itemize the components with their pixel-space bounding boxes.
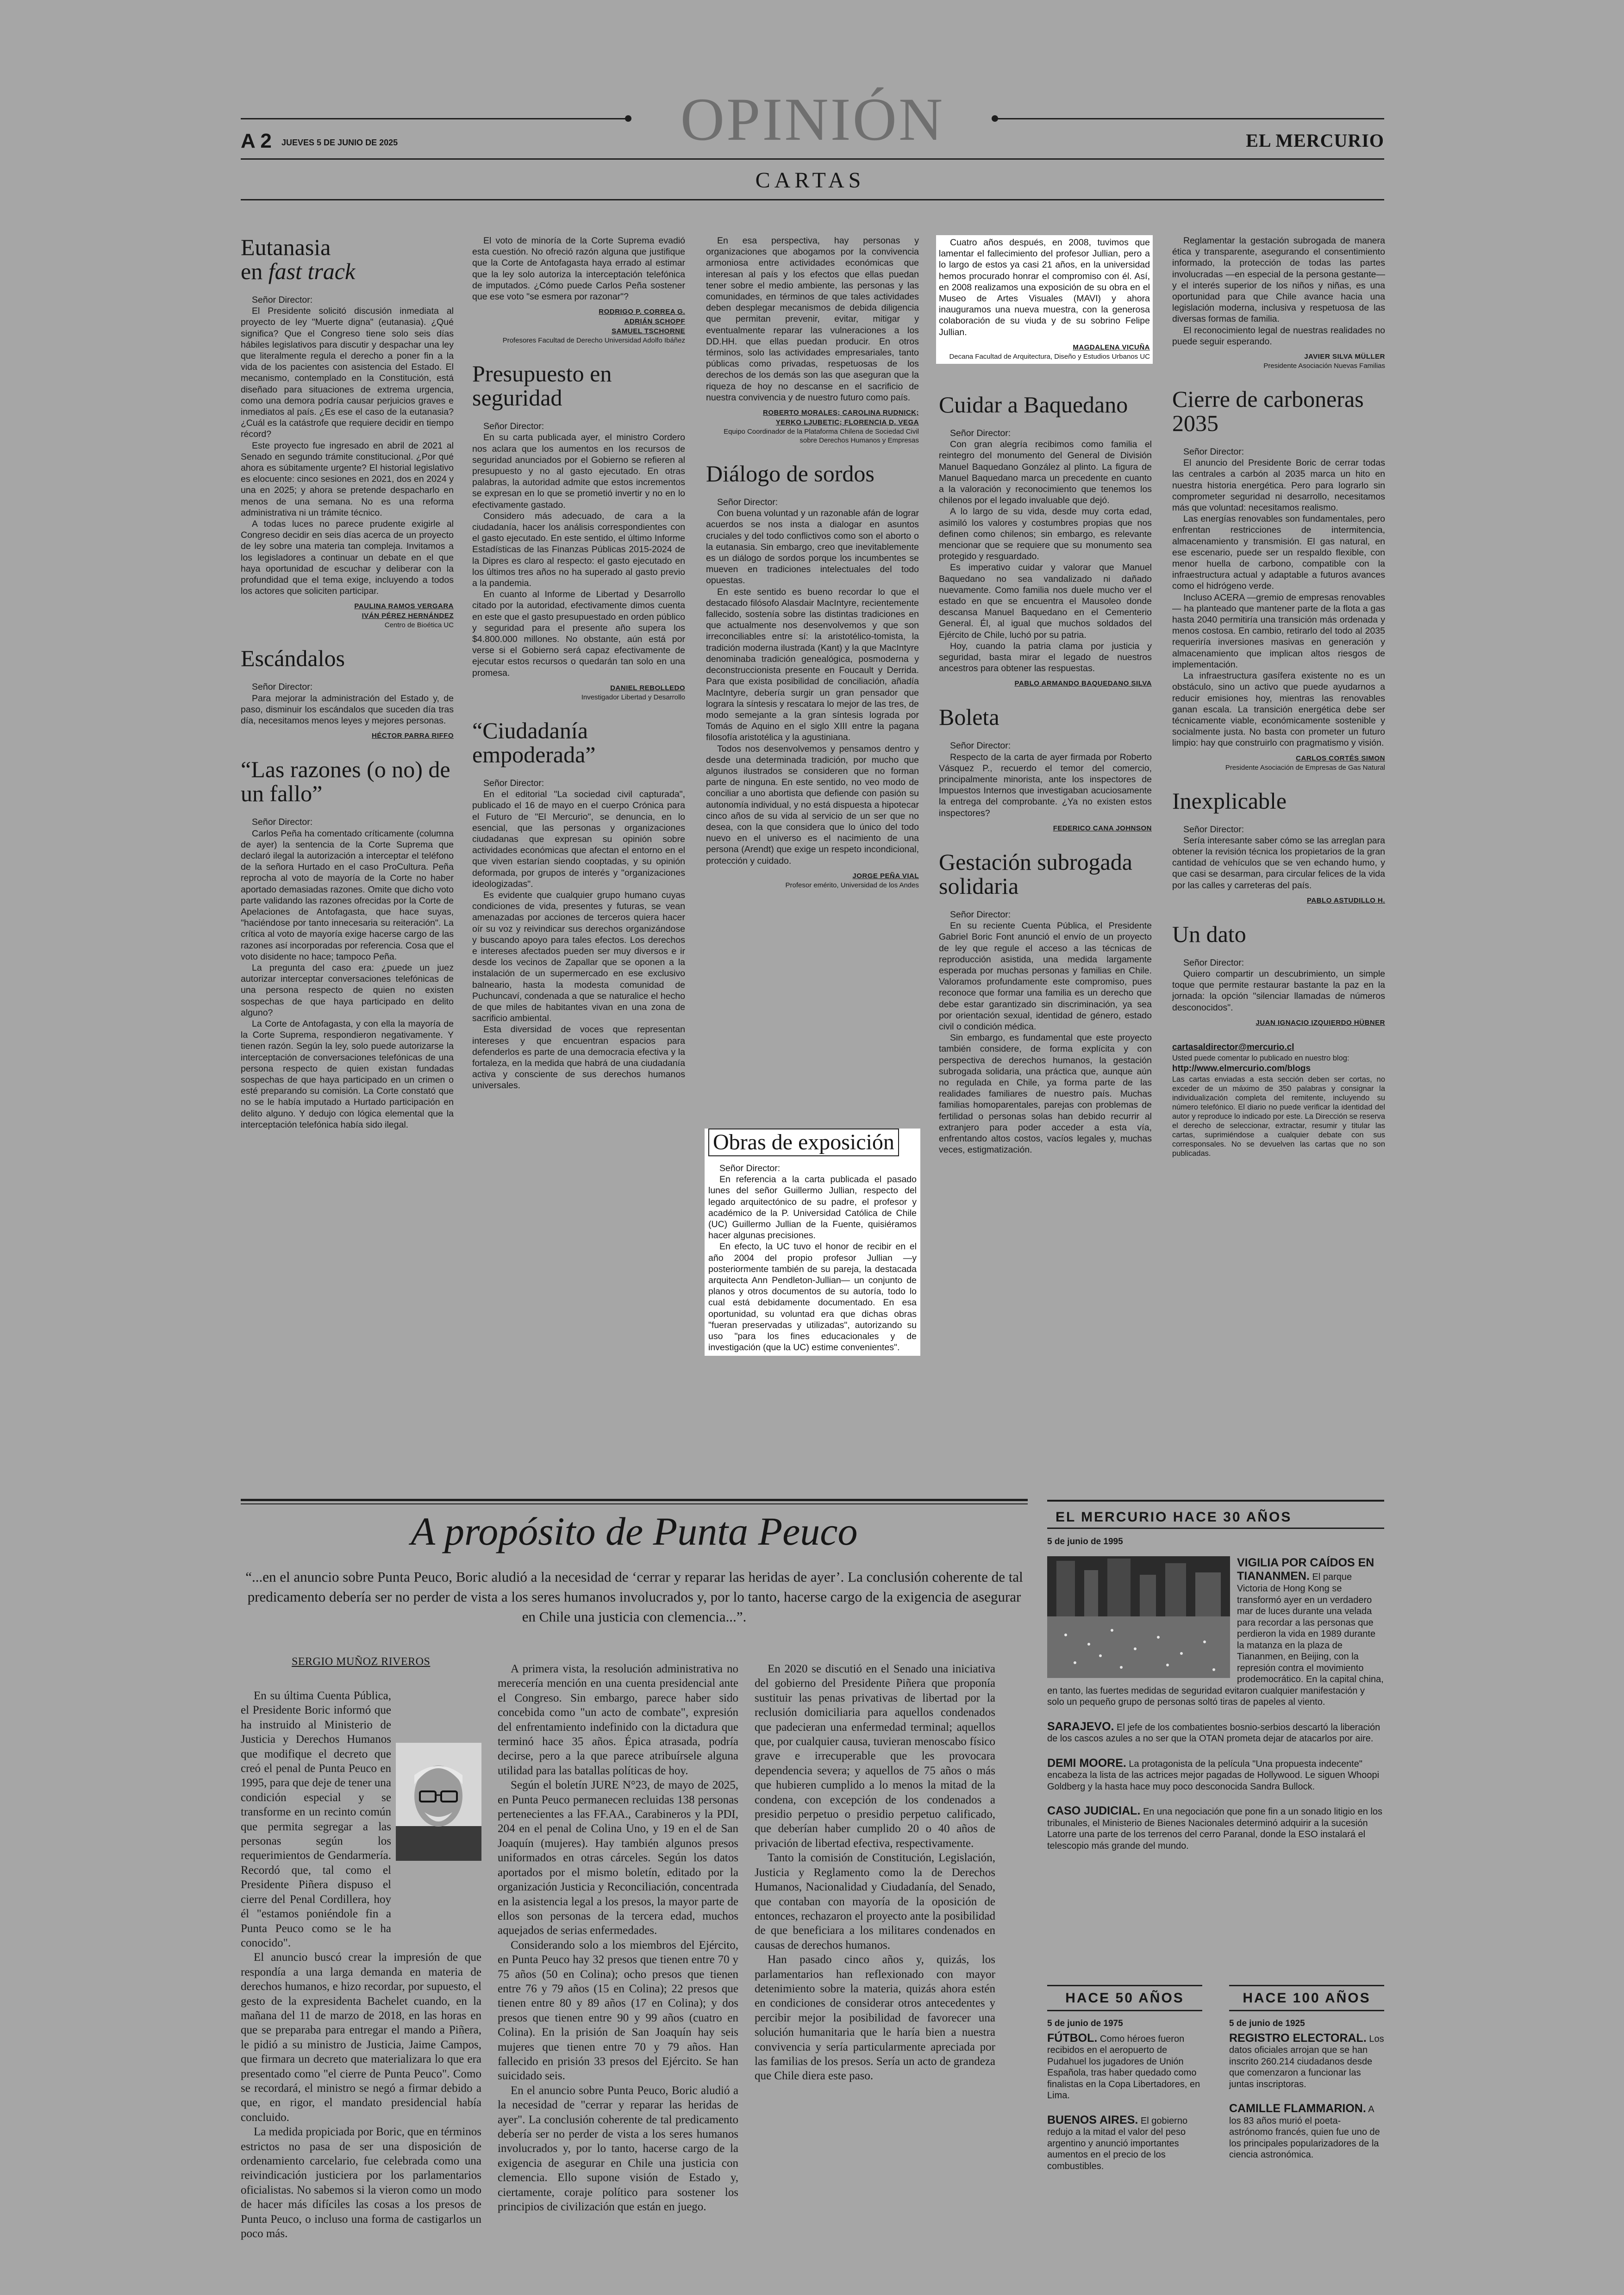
letter-signature: JORGE PEÑA VIAL bbox=[852, 872, 919, 880]
column-author: SERGIO MUÑOZ RIVEROS bbox=[292, 1656, 431, 1668]
history-100-header: HACE 100 AÑOS bbox=[1229, 1987, 1384, 2011]
letter-title-baquedano: Cuidar a Baquedano bbox=[939, 392, 1128, 418]
history-50-text bbox=[1047, 2018, 1202, 2185]
letter-body: En el editorial "La sociedad civil capturada", publicado el 16 de mayo en el cuerpo Crónica para el Futuro de "El Mercurio", se denuncia, en lo esencial, que las personas y organizaciones ciudadanas que expresan su opinión sobre actividades económicas que afectan el entorno en el que viven estarían siendo cooptadas, y su opinión deformada, por grupos de interés y "organizaciones ideologizadas". bbox=[472, 789, 685, 889]
letter-affiliation: Centro de Bioética UC bbox=[384, 621, 454, 630]
letter-signature: SAMUEL TSCHORNE bbox=[612, 327, 685, 336]
letters-column-4 bbox=[939, 393, 1152, 1155]
column-pull-quote: “...en el anuncio sobre Punta Peuco, Boric aludió a la necesidad de ‘cerrar y reparar las heridas de ayer’. La conclusión coherente de tal predicamento debería ser no perder de vista a los seres humanos involucrados y, por lo tanto, hacerse cargo de la exigencia de asegurar en Chile una justicia con clemencia...”. bbox=[245, 1569, 1023, 1625]
history-item-text: El parque Victoria de Hong Kong se transformó ayer en un verdadero mar de luces durante una velada para recordar a las personas que perdieron la vida en 1989 durante la matanza en la plaza de Tiananmen, en Beijing, con la represión contra el movimiento prodemocrático. En la capital china, en tanto, las fuertes medidas de seguridad evitaron cualquier manifestación y solo un pequeño grupo de personas soltó tiras de papeles al viento. bbox=[1047, 1572, 1384, 1707]
history-item bbox=[1047, 1721, 1384, 1745]
history-30-text bbox=[1047, 1556, 1384, 1865]
letter-title-inexplicable: Inexplicable bbox=[1172, 787, 1287, 814]
letter-body: Sería interesante saber cómo se las arreglan para obtener la revisión técnica los propietarios de la gran cantidad de vehículos que se ven echando humo, y que casi se desarman, para circular felices de la vida por las calles y carreteras del país. bbox=[1172, 835, 1385, 891]
letter-body: Es imperativo cuidar y valorar que Manuel Baquedano no sea vandalizado ni dañado nuevamente. Como familia nos duele mucho ver el estado en que se encuentra el Mausoleo donde descansa Manuel Baquedano en el Cementerio General. Él, al igual que muchos soldados del Ejército de Chile, luchó por su patria. bbox=[939, 562, 1152, 640]
letter-body: En esa perspectiva, hay personas y organizaciones que abogamos por la convivencia armoniosa entre actividades económicas que interesan al país y los efectos que ellas puedan tener sobre el medio ambiente, las personas y las comunidades, en términos de que tales actividades deben desplegar mecanismos de debida diligencia que permitan prevenir, evitar, mitigar y eventualmente reparar las vulneraciones a los DD.HH. que ellas puedan producir. En otros términos, solo las actividades empresariales, tanto públicas como privadas, respetuosas de los derechos de los demás son las que aseguran que la riqueza de hoy no descanse en el sacrificio de nuestra convivencia y de nuestro futuro como país. bbox=[706, 236, 919, 403]
letter-body: Es evidente que cualquier grupo humano cuyas condiciones de vida, presentes y futuras, se vean amenazadas por acciones de terceros quiera hacer oír su voz y reivindicar sus derechos organizándose y buscando apoyo para tales efectos. Los derechos e intereses afectados pueden ser muy diversos e ir desde los vecinos de Zapallar que se oponen a la instalación de un supermercado en ese exclusivo balneario, hasta la modesta comunidad de Puchuncaví, condenada a que se naturalice el hecho de que miles de habitantes vivan en una zona de sacrificio ambiental. bbox=[472, 890, 685, 1024]
letter-affiliation: Presidente Asociación de Empresas de Gas Natural bbox=[1225, 763, 1385, 772]
column-text-3 bbox=[755, 1662, 995, 2083]
history-item-text: Los datos oficiales arrojan que se han inscrito 260.214 ciudadanos desde que comenzaron a funcionar las juntas inscriptoras. bbox=[1229, 2033, 1384, 2089]
salutation: Señor Director: bbox=[719, 1163, 781, 1173]
history-item-title: SARAJEVO. bbox=[1047, 1720, 1114, 1733]
history-item bbox=[1047, 1805, 1384, 1852]
highlighted-letter-obras bbox=[705, 1129, 920, 1356]
letters-column-3 bbox=[706, 235, 919, 890]
salutation: Señor Director: bbox=[717, 497, 778, 508]
section-divider bbox=[241, 1499, 1028, 1501]
subsection-title: CARTAS bbox=[755, 168, 865, 193]
contact-rules: Las cartas enviadas a esta sección deben ser cortas, no exceder de un máximo de 350 palabras y consignar la individualización completa del remitente, incluyendo su número telefónico. El diario no puede verificar la identidad del autor y reproduce lo indicado por este. La Dirección se reserva el derecho de seleccionar, extractar, resumir y titular las cartas, suprimiéndose a cualquier debate con sus corresponsales. No se devuelven las cartas que no son publicadas. bbox=[1172, 1075, 1385, 1158]
history-item bbox=[1047, 2114, 1202, 2172]
history-30-header: EL MERCURIO HACE 30 AÑOS bbox=[1047, 1506, 1384, 1529]
letter-body: El anuncio del Presidente Boric de cerrar todas las centrales a carbón al 2035 marca un hito en nuestra historia energética. Pero para lograrlo sin comprometer seguridad ni desarrollo, necesitamos más que voluntad: necesitamos realismo. bbox=[1172, 458, 1385, 513]
salutation: Señor Director: bbox=[950, 741, 1011, 751]
letter-body: La infraestructura gasífera existente no es un obstáculo, sino un activo que puede ayudarnos a reducir emisiones hoy, mientras las renovables ganan escala. La transición energética debe ser técnicamente viable, económicamente sostenible y socialmente justa. No basta con prometer un futuro limpio: hay que construirlo con pragmatismo y visión. bbox=[1172, 671, 1385, 748]
letter-signature: CARLOS CORTÉS SIMON bbox=[1296, 754, 1385, 762]
letter-signature: PABLO ARMANDO BAQUEDANO SILVA bbox=[1014, 680, 1152, 688]
letter-body: Quiero compartir un descubrimiento, un simple toque que permite restaurar bastante la paz en la jornada: la opción "silenciar llamadas de números desconocidos". bbox=[1172, 968, 1385, 1013]
column-paragraph: En el anuncio sobre Punta Peuco, Boric aludió a la necesidad de "cerrar y reparar las heridas de ayer". La conclusión coherente de tal predicamento debería ser no perder de vista a los seres humanos involucrados y, por lo tanto, hacerse cargo de la exigencia de asegurar en Chile una justicia con clemencia. Ello supone visión de Estado y, ciertamente, coraje político para sostener los principios de civilización que están en juego. bbox=[498, 2084, 738, 2214]
letter-body: La pregunta del caso era: ¿puede un juez autorizar interceptar conversaciones telefónicas de una persona respecto de quien no existen sospechas de que haya participado en delito alguno? bbox=[241, 962, 454, 1018]
letter-title-razones: “Las razones (o no) de un fallo” bbox=[241, 756, 450, 807]
salutation: Señor Director: bbox=[252, 295, 313, 305]
letter-affiliation: Presidente Asociación Nuevas Familias bbox=[1263, 362, 1385, 370]
letter-body: La Corte de Antofagasta, y con ella la mayoría de la Corte Suprema, respondieron negativamente. Y tienen razón. Según la ley, solo puede autorizarse la interceptación de conversaciones telefónicas de una persona respecto de quien existan fundadas sospechas de que haya participado en un crimen o esté preparando su comisión. La Corte constató que no se le había imputado a Hurtado participación en delito alguno. Y dedujo con lógica elemental que la interceptación telefónica había sido ilegal. bbox=[241, 1018, 454, 1130]
history-50-header: HACE 50 AÑOS bbox=[1047, 1987, 1202, 2011]
column-paragraph: Tanto la comisión de Constitución, Legislación, Justicia y Reglamento como la de Derechos Humanos, Nacionalidad y Ciudadanía, del Senado, que contaban con mayoría de la oposición de entonces, rechazaron el proyecto ante la posibilidad de que beneficiara a los militares condenados en causas de derechos humanos. bbox=[755, 1852, 995, 1952]
letter-body: Con gran alegría recibimos como familia el reintegro del monumento del General de División Manuel Baquedano González al plinto. La figura de Manuel Baquedano marca un precedente en cuanto a la valoración y reconocimiento que tenemos los chilenos por el legado invaluable que dejó. bbox=[939, 439, 1152, 506]
letter-body: Este proyecto fue ingresado en abril de 2021 al Senado en segundo trámite constitucional. ¿Por qué ahora es súbitamente urgente? El historial legislativo es elocuente: cinco sesiones en 2021, dos en 2024 y una en 2025; y ahora se pretende despacharlo en menos de una semana. No es una reforma administrativa ni un trámite técnico. bbox=[241, 440, 454, 518]
header-rule-main bbox=[241, 158, 1384, 160]
letter-body: Las energías renovables son fundamentales, pero enfrentan restricciones de intermitencia, almacenamiento y transmisión. El gas natural, en ese escenario, puede ser un respaldo flexible, con menor huella de carbono, compatible con la infraestructura actual y adaptable a futuros avances como el hidrógeno verde. bbox=[1172, 514, 1385, 592]
letter-body: El Presidente solicitó discusión inmediata al proyecto de ley "Muerte digna" (eutanasia). ¿Qué significa? Que el Congreso tiene solo seis días hábiles legislativos para discutir y despachar una ley que literalmente regula el derecho a poner fin a la vida de los pacientes con asistencia del Estado. El mecanismo, contemplado en la Constitución, está diseñado para situaciones de extrema urgencia, como una demora podría causar perjuicios graves e inmediatos al país. ¿Es ese el caso de la eutanasia? ¿Cuál es la catástrofe que requiere decidir en tiempo récord? bbox=[241, 306, 454, 440]
letter-body: Incluso ACERA —gremio de empresas renovables— ha planteado que mantener parte de la flota a gas hasta 2040 permitiría una transición más ordenada y menos costosa. En cambio, retirarlo del todo al 2035 requeriría inversiones masivas en generación y almacenamiento que implican altos riesgos de implementación. bbox=[1172, 592, 1385, 670]
history-100-rule bbox=[1229, 1985, 1384, 1986]
letter-title-obras: Obras de exposición bbox=[708, 1129, 899, 1156]
column-paragraph: El anuncio buscó crear la impresión de que respondía a una larga demanda en materia de derechos humanos, e hizo recordar, por supuesto, el gesto de la expresidenta Bachelet cuando, en la mañana del 11 de marzo de 2018, en las horas en que se preparaba para entregar el mando a Piñera, le pidió a su ministro de Justicia, Jaime Campos, que firmara un decreto que materializara lo que era presentado como "el cierre de Punta Peuco". Como se recordará, el ministro se negó a firmar debido a que, en rigor, el mandato presidencial había concluido. bbox=[241, 1951, 481, 2124]
letter-affiliation: Profesor emérito, Universidad de los Andes bbox=[785, 881, 919, 889]
history-50-rule bbox=[1047, 1985, 1202, 1986]
letter-signature: PAULINA RAMOS VERGARA bbox=[354, 602, 454, 611]
letter-signature: JUAN IGNACIO IZQUIERDO HÜBNER bbox=[1255, 1018, 1385, 1027]
letter-signature: PABLO ASTUDILLO H. bbox=[1307, 896, 1385, 904]
letter-body: En referencia a la carta publicada el pasado lunes del señor Guillermo Jullian, respecto del legado arquitectónico de su padre, el profesor y académico de la P. Universidad Católica de Chile (UC) Guillermo Jullian de la Fuente, quisiéramos hacer algunas precisiones. bbox=[708, 1174, 917, 1241]
letter-signature: MAGDALENA VICUÑA bbox=[1073, 343, 1150, 351]
letters-column-1 bbox=[241, 235, 454, 1130]
salutation: Señor Director: bbox=[1183, 447, 1244, 457]
subsection-rule bbox=[241, 199, 1384, 200]
contact-blog-link[interactable]: http://www.elmercurio.com/blogs bbox=[1172, 1063, 1311, 1073]
letter-signature: HÉCTOR PARRA RIFFO bbox=[371, 732, 454, 740]
letter-body: En su carta publicada ayer, el ministro Cordero nos aclara que los aumentos en los recursos de seguridad anunciados por el Gobierno se refieren al presupuesto y no al gasto ejecutado. En otras palabras, la autoridad admite que estos incrementos se expresan en lo que se prometió invertir y no en lo efectivamente gastado. bbox=[472, 432, 685, 510]
history-item-text: El jefe de los combatientes bosnio-serbios descartó la liberación de los cascos azules a no ser que la OTAN prometa dejar de atacarlos por aire. bbox=[1047, 1722, 1380, 1744]
column-paragraph: A primera vista, la resolución administrativa no merecería mención en una cuenta presidencial ante el Congreso. Sin embargo, parece haber sido concebida como "un acto de combate", expresión del enfrentamiento indefinido con la dictadura que terminó hace 35 años. Épica atrasada, podría decirse, pero a la que parece atribuírsele alguna utilidad para las batallas políticas de hoy. bbox=[498, 1663, 738, 1777]
column-paragraph: Según el boletín JURE N°23, de mayo de 2025, en Punta Peuco permanecen recluidas 138 personas pertenecientes a las FF.AA., Carabineros y la PDI, 204 en el penal de Colina Uno, y 19 en el de San Joaquín (mujeres). Hay también algunos presos uniformados en otras cárceles. Según los datos aportados por el mismo boletín, editado por la organización Justicia y Reconciliación, concentrada en la asistencia legal a los presos, la mayor parte de ellos son personas de la tercera edad, muchos aquejados de serias enfermedades. bbox=[498, 1779, 738, 1937]
header-ornament-left bbox=[625, 115, 631, 122]
letter-body: El voto de minoría de la Corte Suprema evadió esta cuestión. No ofreció razón alguna que justifique que la Corte de Antofagasta haya errado al estimar que la ley solo autoriza la interceptación telefónica de imputados. ¿Cómo puede Carlos Peña sostener que ese voto "se esmera por razonar"? bbox=[472, 236, 685, 302]
letters-column-2 bbox=[472, 235, 685, 1091]
letter-title-ciudadania: “Ciudadanía empoderada” bbox=[472, 717, 596, 767]
letter-title-dato: Un dato bbox=[1172, 921, 1246, 947]
column-paragraph: La medida propiciada por Boric, que en términos estrictos no pasa de ser una disposición de ordenamiento carcelario, fue celebrada como una reivindicación justiciera por los parlamentarios oficialistas. No sabemos si la vieron como un modo de hacer más difíciles las cosas a los presos de Punta Peuco, o incluso una forma de castigarlos un poco más. bbox=[241, 2126, 481, 2240]
letter-title-carboneras: Cierre de carboneras 2035 bbox=[1172, 386, 1364, 437]
section-divider-thin bbox=[241, 1503, 1028, 1504]
letter-signature: JAVIER SILVA MÜLLER bbox=[1304, 353, 1385, 361]
letter-signature: ADRIÁN SCHOPF bbox=[624, 318, 685, 326]
page-date: JUEVES 5 DE JUNIO DE 2025 bbox=[281, 138, 398, 147]
salutation: Señor Director: bbox=[1183, 957, 1244, 968]
letter-body: Cuatro años después, en 2008, tuvimos que lamentar el fallecimiento del profesor Jullian, pero a lo largo de estos ya casi 21 años, en la universidad hemos procurado honrar el compromiso con él. Así, en 2008 realizamos una exposición de su obra en el Museo de Artes Visuales (MAVI) y ahora inauguramos una nueva muestra, con la generosa colaboración de su viuda y de su sobrino Felipe Jullian. bbox=[939, 237, 1150, 337]
brand-logo: EL MERCURIO bbox=[1246, 130, 1384, 151]
history-item bbox=[1229, 2103, 1384, 2161]
highlighted-letter-obras-continued bbox=[936, 235, 1153, 364]
letter-signature: FEDERICO CANA JOHNSON bbox=[1053, 824, 1152, 832]
history-item-title: FÚTBOL. bbox=[1047, 2031, 1098, 2045]
history-item-title: VIGILIA POR CAÍDOS EN TIANANMEN. bbox=[1237, 1556, 1374, 1583]
history-item-title: REGISTRO ELECTORAL. bbox=[1229, 2031, 1367, 2045]
letter-signature: ROBERTO MORALES; CAROLINA RUDNICK; bbox=[763, 409, 919, 417]
salutation: Señor Director: bbox=[950, 428, 1011, 438]
history-item-text: A los 83 años murió el poeta-astrónomo francés, quien fue uno de los principales popularizadores de la ciencia astronómica. bbox=[1229, 2104, 1380, 2160]
history-rule-top bbox=[1047, 1500, 1384, 1502]
header-rule-left bbox=[241, 118, 629, 119]
contact-blog-intro: Usted puede comentar lo publicado en nuestro blog: bbox=[1172, 1054, 1349, 1062]
letter-body: Con buena voluntad y un razonable afán de lograr acuerdos se nos insta a dialogar en asuntos cruciales y del todo conflictivos como son el aborto o la eutanasia. Sin embargo, creo que inevitablemente es un diálogo de sordos porque los incumbentes se mueven en tradiciones intelectuales del todo opuestas. bbox=[706, 508, 919, 586]
history-item-title: DEMI MOORE. bbox=[1047, 1756, 1126, 1770]
letter-signature: YERKO LJUBETIC; FLORENCIA D. VEGA bbox=[775, 418, 919, 427]
salutation: Señor Director: bbox=[950, 909, 1011, 920]
salutation: Señor Director: bbox=[483, 778, 544, 788]
letter-title-eutanasia: Eutanasia en fast track bbox=[241, 234, 356, 284]
letter-affiliation: Decana Facultad de Arquitectura, Diseño y Estudios Urbanos UC bbox=[949, 352, 1150, 361]
history-item-title: BUENOS AIRES. bbox=[1047, 2113, 1138, 2127]
column-paragraph: Considerando solo a los miembros del Ejército, en Punta Peuco hay 32 presos que tienen entre 70 y 75 años (50 en Colina); ocho presos que tienen entre 76 y 79 años (15 en Colina); 22 presos que tienen entre 80 y 89 años (17 en Colina); y dos presos que tienen entre 90 y 99 años (cuatro en Colina). En la prisión de San Joaquín hay seis mujeres que tienen entre 70 y 79 años. Han fallecido en prisión 33 presos del Ejército. Se han suicidado seis. bbox=[498, 1939, 738, 2083]
letter-body: Esta diversidad de voces que representan intereses y que encuentran espacios para defenderlos es parte de una democracia efectiva y la fortaleza, en la medida que habrá de una ciudadanía activa y consciente de sus derechos humanos universales. bbox=[472, 1024, 685, 1091]
letter-title-gestacion: Gestación subrogada solidaria bbox=[939, 848, 1132, 899]
history-50-date: 5 de junio de 1975 bbox=[1047, 2019, 1123, 2028]
letter-signature: DANIEL REBOLLEDO bbox=[610, 684, 685, 692]
letter-body: A lo largo de su vida, desde muy corta edad, asimiló los valores y costumbres propias que nos definen como chilenos; sin embargo, es relevante mencionar que se requiere que su monumento sea protegido y resguardado. bbox=[939, 506, 1152, 562]
column-title: A propósito de Punta Peuco bbox=[411, 1509, 858, 1553]
contact-box bbox=[1172, 1041, 1385, 1158]
history-item bbox=[1047, 1556, 1384, 1708]
letter-affiliation: Equipo Coordinador de la Plataforma Chilena de Sociedad Civil sobre Derechos Humanos y Empresas bbox=[724, 428, 919, 445]
letter-body: Respecto de la carta de ayer firmada por Roberto Vásquez P., recuerdo el temor del comercio, principalmente minorista, ante los inspectores de Impuestos Internos que investigaban acuciosamente la entrega del comprobante. ¿Ya no existen estos inspectores? bbox=[939, 752, 1152, 818]
letter-body: Carlos Peña ha comentado críticamente (columna de ayer) la sentencia de la Corte Suprema que declaró ilegal la autorización a interceptar el teléfono de la señora Hurtado en el caso ProCultura. Peña reprocha al voto de mayoría de la Corte no haber aportado demasiadas razones. Omite que dicho voto parte validando las razones ofrecidas por la Corte de Apelaciones de Antofagasta, que hace suyas, "haciéndose por tanto innecesaria su reiteración". La crítica al voto de mayoría exige hacerse cargo de las razones así incorporadas por referencia. Cosa que el voto disidente no hace; tampoco Peña. bbox=[241, 828, 454, 962]
column-text-1 bbox=[241, 1689, 481, 2241]
history-30-date: 5 de junio de 1995 bbox=[1047, 1537, 1123, 1547]
section-title: OPINIÓN bbox=[680, 85, 945, 153]
history-item-text: El gobierno redujo a la mitad el valor del peso argentino y anunció importantes aumentos en el precio de los combustibles. bbox=[1047, 2115, 1188, 2171]
history-item-title: CAMILLE FLAMMARION. bbox=[1229, 2102, 1366, 2115]
letter-body: A todas luces no parece prudente exigirle al Congreso decidir en seis días acerca de un proyecto de ley sobre una materia tan compleja. Invitamos a los legisladores a continuar un debate en el que haya oportunidad de escuchar y deliberar con la profundidad que el tema exige, incluyendo a todos los actores que soliciten participar. bbox=[241, 519, 454, 597]
contact-email[interactable]: cartasaldirector@mercurio.cl bbox=[1172, 1042, 1294, 1052]
letter-body: Considero más adecuado, de cara a la ciudadanía, hacer los análisis correspondientes con el gasto ejecutado. En este sentido, el último Informe Estadísticas de las Finanzas Públicas 2015-2024 de la Dipres es claro al respecto: el gasto ejecutado en los últimos tres años no ha superado al gasto previo a la pandemia. bbox=[472, 511, 685, 589]
header-rule-right bbox=[995, 118, 1384, 119]
history-item-title: CASO JUDICIAL. bbox=[1047, 1804, 1141, 1817]
letter-title-dialogo: Diálogo de sordos bbox=[706, 461, 874, 487]
salutation: Señor Director: bbox=[1183, 824, 1244, 835]
letter-body: Para mejorar la administración del Estado y, de paso, disminuir los escándalos que suceden día tras día, necesitamos menos leyes y mejores personas. bbox=[241, 693, 454, 726]
salutation: Señor Director: bbox=[252, 682, 313, 692]
column-paragraph: En su última Cuenta Pública, el Presidente Boric informó que ha instruido al Ministerio de Justicia y Derechos Humanos que modifique el decreto que creó el penal de Punta Peuco en 1995, para que deje de tener una condición especial y se transforme en un recinto común que permita segregar a las personas según los requerimientos de Gendarmería. Recordó que, tal como el Presidente Piñera dispuso el cierre del Penal Cordillera, hoy él "estamos poniéndole fin a Punta Peuco como se le ha conocido". bbox=[241, 1690, 391, 1949]
letter-body: Sin embargo, es fundamental que este proyecto también considere, de forma explícita y con perspectiva de derechos humanos, la gestación subrogada solidaria, una práctica que, aunque aún no regulada en Chile, ya forma parte de las realidades familiares de nuestro país. Muchas familias homoparentales, parejas con problemas de fertilidad o personas solas han debido recurrir al extranjero para poder acceder a esta vía, enfrentando altos costos, vacíos legales y, muchas veces, estigmatización. bbox=[939, 1033, 1152, 1155]
letter-title-presupuesto: Presupuesto en seguridad bbox=[472, 361, 612, 411]
letters-column-5 bbox=[1172, 235, 1385, 1158]
letter-body: Reglamentar la gestación subrogada de manera ética y transparente, asegurando el consentimiento informado, la protección de todas las partes involucradas —en especial de la persona gestante— y el interés superior de los niños y niñas, es una oportunidad para que Chile avance hacia una legislación moderna, inclusiva y respetuosa de las diversas formas de familia. bbox=[1172, 236, 1385, 324]
letter-body: En efecto, la UC tuvo el honor de recibir en el año 2004 del propio profesor Jullian —y posteriormente también de su pareja, la destacada arquitecta Ann Pendleton-Jullian— un conjunto de planos y otros documentos de su autoría, todo lo cual está debidamente documentado. En esa oportunidad, su voluntad era que dichas obras "fueran preservadas y utilizadas", autorizando su uso "para los fines educacionales y de investigación (que la UC) estime convenientes". bbox=[708, 1241, 917, 1353]
history-item bbox=[1047, 1758, 1384, 1793]
column-text-2 bbox=[498, 1662, 738, 2214]
letter-body: Todos nos desenvolvemos y pensamos dentro y desde una determinada tradición, por mucho que algunos ilustrados se consideren que no forman parte de ninguna. En este sentido, no veo modo de conciliar a uno abortista que defiende con pasión su autonomía individual, y no está dispuesta a hipotecar cinco años de su vida al servicio de un ser que no desea, con la que considera que lo único del todo nuevo en el universo es el nacimiento de una persona (Arendt) que exige un respeto incondicional, protección y cuidado. bbox=[706, 743, 919, 866]
history-item bbox=[1047, 2033, 1202, 2102]
history-item-text: La protagonista de la película "Una propuesta indecente" encabeza la lista de las actrices mejor pagadas de Hollywood. Le siguen Whoopi Goldberg y la hasta hace muy poco desconocida Sandra Bullock. bbox=[1047, 1759, 1380, 1792]
page-number: A 2 bbox=[241, 130, 272, 152]
history-item-text: Como héroes fueron recibidos en el aeropuerto de Pudahuel los jugadores de Unión Española, tras haber quedado como finalistas en la Copa Libertadores, en Lima. bbox=[1047, 2033, 1200, 2101]
letter-title-escandalos: Escándalos bbox=[241, 645, 345, 672]
letter-body: El reconocimiento legal de nuestras realidades no puede seguir esperando. bbox=[1172, 325, 1385, 347]
letter-signature: IVÁN PÉREZ HERNÁNDEZ bbox=[362, 612, 454, 620]
letter-body: En cuanto al Informe de Libertad y Desarrollo citado por la autoridad, efectivamente dimos cuenta en este que el gasto presupuestado en orden público y seguridad para el presente año supera los $4.800.000 millones. No obstante, aún está por verse si el Gobierno será capaz efectivamente de ejecutar estos recursos o quedarán tan solo en una promesa. bbox=[472, 589, 685, 678]
history-100-date: 5 de junio de 1925 bbox=[1229, 2019, 1305, 2028]
column-paragraph: Han pasado cinco años y, quizás, los parlamentarios han reflexionado con mayor detenimiento sobre la materia, quizás ahora estén en condiciones de considerar otros antecedentes y percibir mejor la posibilidad de favorecer una solución humanitaria que le haría bien a nuestra convivencia y sería particularmente apreciada por las familias de los presos. Sería un acto de grandeza que Chile diera este paso. bbox=[755, 1953, 995, 2083]
salutation: Señor Director: bbox=[483, 421, 544, 432]
letter-body: Hoy, cuando la patria clama por justicia y seguridad, basta mirar el legado de nuestros ancestros para obtener las respuestas. bbox=[939, 641, 1152, 674]
salutation: Señor Director: bbox=[252, 817, 313, 828]
history-item-text: En una negociación que pone fin a un sonado litigio en los tribunales, el Ministerio de Bienes Nacionales determinó adquirir a la sucesión Latorre una parte de los terrenos del cerro Paranal, donde la ESO instalará el telescopio más grande del mundo. bbox=[1047, 1807, 1383, 1851]
letter-signature: RODRIGO P. CORREA G. bbox=[599, 308, 685, 316]
history-item bbox=[1229, 2033, 1384, 2090]
letter-affiliation: Profesores Facultad de Derecho Universidad Adolfo Ibáñez bbox=[502, 337, 685, 345]
letter-affiliation: Investigador Libertad y Desarrollo bbox=[581, 693, 685, 701]
column-paragraph: En 2020 se discutió en el Senado una iniciativa del gobierno del Presidente Piñera que proponía sustituir las penas privativas de libertad por la reclusión domiciliaria para aquellos condenados que padecieran una enfermedad terminal; aquellos que, por cualquier causa, tuvieran menoscabo físico grave e irrecuperable que les provocara dependencia severa; y aquellos de 75 años o más que hubieren cumplido a lo menos la mitad de la condena, con excepción de los condenados a presidio perpetuo o presidio perpetuo calificado, que deberían haber cumplido 20 o 40 años de privación de libertad efectiva, respectivamente. bbox=[755, 1663, 995, 1850]
letter-title-boleta: Boleta bbox=[939, 704, 999, 730]
letter-body: En su reciente Cuenta Pública, el Presidente Gabriel Boric Font anunció el envío de un proyecto de ley que regule el acceso a las técnicas de reproducción asistida, una medida largamente esperada por muchas personas y familias en Chile. Valoramos profundamente este compromiso, pues reconoce que formar una familia es un derecho que debe estar garantizado sin discriminación, ya sea por orientación sexual, identidad de género, estado civil o condición médica. bbox=[939, 921, 1152, 1032]
history-100-text bbox=[1229, 2018, 1384, 2174]
letter-body: En este sentido es bueno recordar lo que el destacado filósofo Alasdair MacIntyre, recientemente fallecido, sostenía sobre las distintas tradiciones en que actualmente nos desenvolvemos y que son irreconciliables entre sí: la aristotélico-tomista, la tradición moderna ilustrada (Kant) y la que MacIntyre denominaba tradición genealógica, posmoderna y deconstruccionista presente en Foucault y Derrida. Para que exista posibilidad de conciliación, añadía MacIntyre, debería surgir un gran pensador que lograra la síntesis y rescatara lo mejor de las tres, de modo semejante a la gran síntesis lograda por Tomás de Aquino en el siglo XIII entre la pagana filosofía aristotélica y la agustiniana. bbox=[706, 586, 919, 743]
